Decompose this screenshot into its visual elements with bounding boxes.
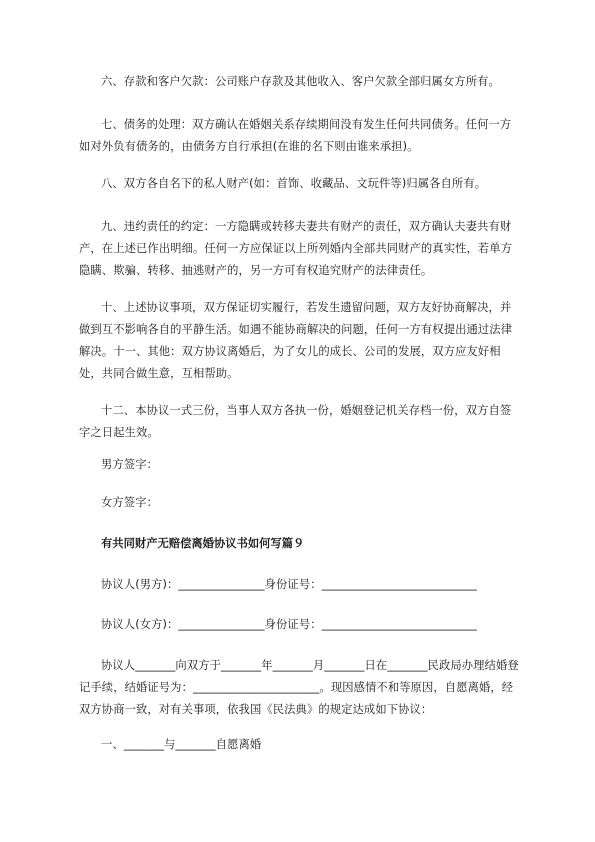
paragraph-performance-other: 十、上述协议事项，双方保证切实履行，若发生遗留问题，双方友好协商解决，并做到互不影响各自的平静生活。如遇不能协商解决的问题，任何一方有权提出通过法律解决。十一、其他：双方协议离婚后，为了女儿的成长、公司的发展，双方应友好相处，共同合做生意，互相帮助。 — [79, 301, 513, 380]
paragraph-deposits: 六、存款和客户欠款：公司账户存款及其他收入、客户欠款全部归属女方所有。 — [101, 75, 500, 88]
paragraph-debts: 七、债务的处理：双方确认在婚姻关系存续期间没有发生任何共同债务。任何一方如对外负有债务的，由债务方自行承担(在谁的名下则由谁来承担)。 — [79, 118, 512, 153]
female-signature-label: 女方签字： — [101, 496, 158, 509]
party-female-line: 协议人(女方)：_______________身份证号：___________________________ — [101, 618, 477, 631]
paragraph-effectiveness: 十二、本协议一式三份，当事人双方各执一份，婚姻登记机关存档一份，双方自签字之日起生效。 — [79, 404, 512, 439]
paragraph-breach-liability: 九、违约责任的约定：一方隐瞒或转移夫妻共有财产的责任，双方确认夫妻共有财产，在上述已作出明细。任何一方应保证以上所列婚内全部共同财产的真实性，若单方隐瞒、欺骗、转移、抽逃财产的，另一方可有权追究财产的法律责任。 — [79, 220, 513, 277]
section-title: 有共同财产无赔偿离婚协议书如何写篇９ — [101, 537, 305, 550]
party-male-line: 协议人(男方)：_______________身份证号：___________________________ — [101, 578, 477, 591]
paragraph-agreement-intro: 协议人_______向双方于_______年_______月_______日在_______民政局办理结婚登记手续，结婚证号为：______________________。现因感情不和等原因，自愿离婚，经双方协商一致，对有关事项，依我国《民法典》的规定达成如下协议： — [79, 659, 519, 716]
male-signature-label: 男方签字： — [101, 458, 158, 471]
paragraph-private-property: 八、双方各自名下的私人财产(如：首饰、收藏品、文玩件等)归属各自所有。 — [101, 177, 487, 190]
agreement-item-1: 一、_______与_______自愿离婚 — [101, 738, 262, 751]
